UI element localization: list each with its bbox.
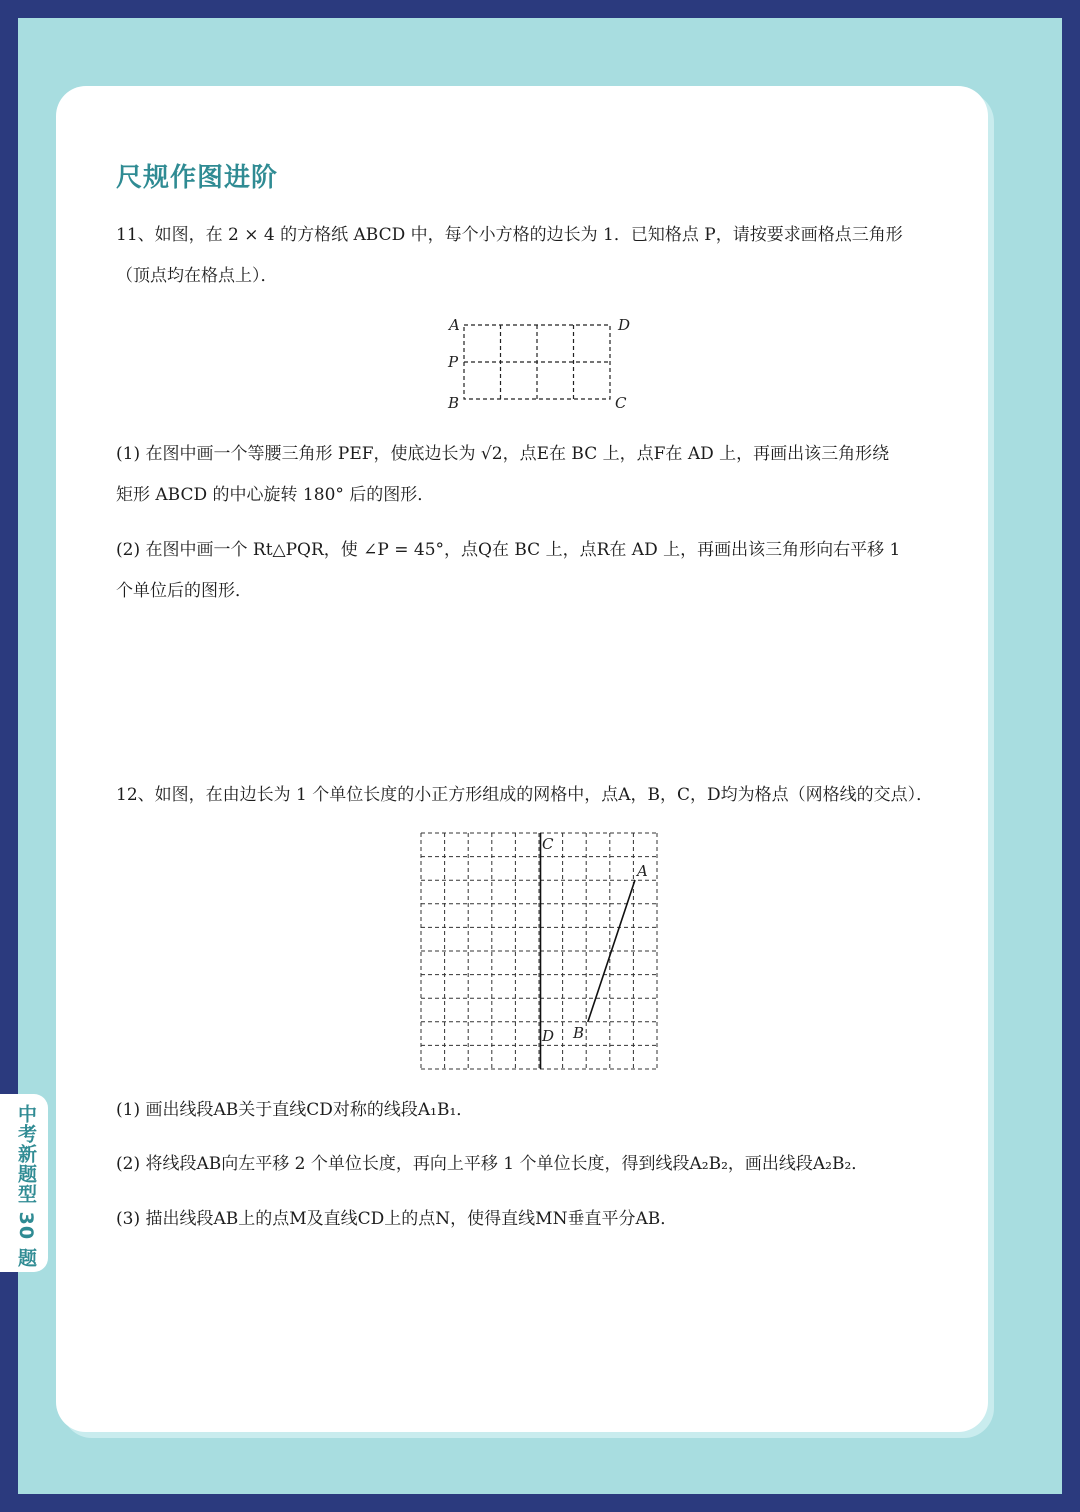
side-label: 中考新题型 30 题: [15, 1104, 37, 1268]
q11-part1-line2: 矩形 ABCD 的中心旋转 180° 后的图形．: [116, 485, 435, 505]
q12-grid-figure: [415, 827, 665, 1077]
q11-part2-line1: (2) 在图中画一个 Rt△PQR，使 ∠P = 45°，点Q在 BC 上，点R在 AD 上，再画出该三角形向右平移 1: [116, 540, 901, 560]
q12-label-d: D: [542, 1027, 555, 1045]
q11-label-b: B: [448, 394, 460, 412]
q12-stem: 12、如图，在由边长为 1 个单位长度的小正方形组成的网格中，点A，B，C，D均为格点（网格线的交点）．: [116, 785, 934, 805]
q11-label-d: D: [618, 316, 631, 334]
q12-part2: (2) 将线段AB向左平移 2 个单位长度，再向上平移 1 个单位长度，得到线段A₂B₂，画出线段A₂B₂．: [116, 1154, 869, 1174]
q12-part3: (3) 描出线段AB上的点M及直线CD上的点N，使得直线MN垂直平分AB．: [116, 1209, 678, 1229]
section-title: 尺规作图进阶: [116, 163, 279, 193]
q11-label-p: P: [448, 353, 459, 371]
q11-part2-line2: 个单位后的图形．: [116, 581, 252, 601]
side-tab: [0, 1094, 48, 1272]
q12-label-c: C: [542, 835, 554, 853]
q11-stem-line2: （顶点均在格点上）．: [116, 266, 278, 286]
q11-part1-line1: (1) 在图中画一个等腰三角形 PEF，使底边长为 √2，点E在 BC 上，点F在 AD 上，再画出该三角形绕: [116, 444, 890, 464]
q12-label-a: A: [637, 862, 648, 880]
q12-part1: (1) 画出线段AB关于直线CD对称的线段A₁B₁．: [116, 1100, 474, 1120]
q12-label-b: B: [573, 1024, 585, 1042]
q11-stem-line1: 11、如图，在 2 × 4 的方格纸 ABCD 中，每个小方格的边长为 1．已知格点 P，请按要求画格点三角形: [116, 225, 903, 245]
q11-label-c: C: [615, 394, 627, 412]
q11-grid-figure: [440, 310, 640, 415]
q11-label-a: A: [449, 316, 460, 334]
